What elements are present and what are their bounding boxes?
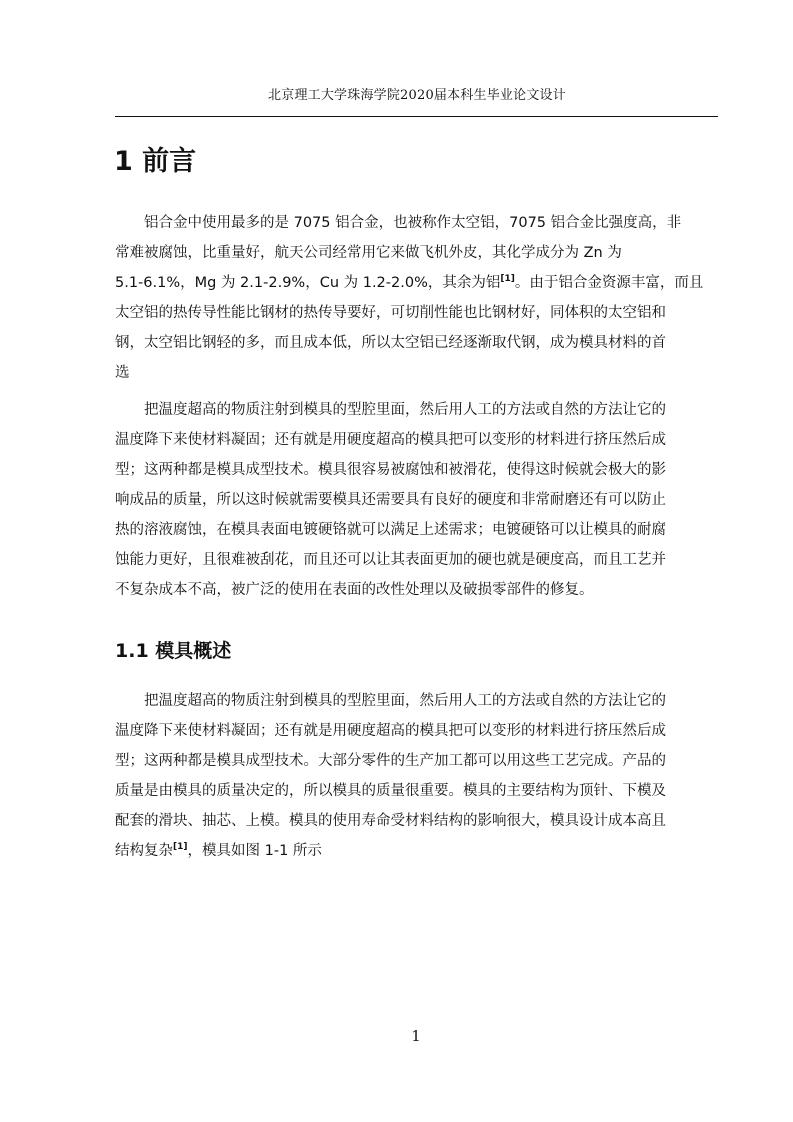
intro-paragraph-molding: [115, 395, 719, 605]
paragraph-line: 配套的滑块、抽芯、上模。模具的使用寿命受材料结构的影响很大，模具设计成本高且: [115, 813, 666, 829]
chapter-title: 1 前言: [114, 146, 197, 177]
section-title: 1.1 模具概述: [115, 640, 232, 662]
header-divider: [115, 116, 718, 117]
paragraph-line: 常难被腐蚀，比重量好，航天公司经常用它来做飞机外皮，其化学成分为 Zn 为: [115, 245, 622, 261]
paragraph-line: ，模具如图 1-1 所示: [187, 843, 322, 859]
paragraph-line: 结构复杂: [115, 843, 173, 859]
citation-marker: [1]: [173, 842, 188, 853]
paragraph-text: 把温度超高的物质注射到模具的型腔里面，然后用人工的方法或自然的方法让它的 温度降下来使材料凝固；还有就是用硬度超高的模具把可以变形的材料进行挤压然后成 型；这两种都是模具成型技术。模具很容易被腐蚀和被滑花，使得这时候就会极大的影 响成品的质量，所以这时候就需要模具还需要具有良好的硬度和非常耐磨还有可以防止 热的溶液腐蚀，在模具表面电镀硬铬就可以满足上述需求；电镀硬铬可以让模具的耐腐 蚀能力更好，且很难被刮花，而且还可以让其表面更加的硬也就是硬度高，而且工艺并 不复杂成本不高，被广泛的使用在表面的改性处理以及破损零部件的修复。: [115, 402, 666, 598]
running-header: 北京理工大学珠海学院2020届本科生毕业论文设计: [268, 88, 566, 103]
paragraph-line: 型；这两种都是模具成型技术。大部分零件的生产加工都可以用这些工艺完成。产品的: [115, 753, 666, 769]
citation-marker: [1]: [500, 274, 515, 285]
paragraph-line: 钢，太空铝比钢轻的多，而且成本低，所以太空铝已经逐渐取代钢，成为模具材料的首: [115, 335, 666, 351]
paragraph-line: 选: [115, 365, 130, 381]
paragraph-line: 把温度超高的物质注射到模具的型腔里面，然后用人工的方法或自然的方法让它的: [144, 693, 666, 709]
paragraph-line: 。由于铝合金资源丰富，而且: [514, 275, 704, 291]
page-number: 1: [411, 1027, 421, 1045]
paragraph-line: 质量是由模具的质量决定的，所以模具的质量很重要。模具的主要结构为顶针、下模及: [115, 783, 666, 799]
mold-overview-paragraph: [115, 686, 719, 866]
paragraph-line: 5.1-6.1%，Mg 为 2.1-2.9%，Cu 为 1.2-2.0%，其余为铝: [115, 275, 501, 291]
paragraph-line: 温度降下来使材料凝固；还有就是用硬度超高的模具把可以变形的材料进行挤压然后成: [115, 723, 666, 739]
paragraph-line: 太空铝的热传导性能比钢材的热传导要好，可切削性能也比钢材好，同体积的太空铝和: [115, 305, 666, 321]
intro-paragraph-aluminum: [115, 208, 719, 388]
paragraph-line: 铝合金中使用最多的是 7075 铝合金，也被称作太空铝，7075 铝合金比强度高，非: [144, 215, 682, 231]
